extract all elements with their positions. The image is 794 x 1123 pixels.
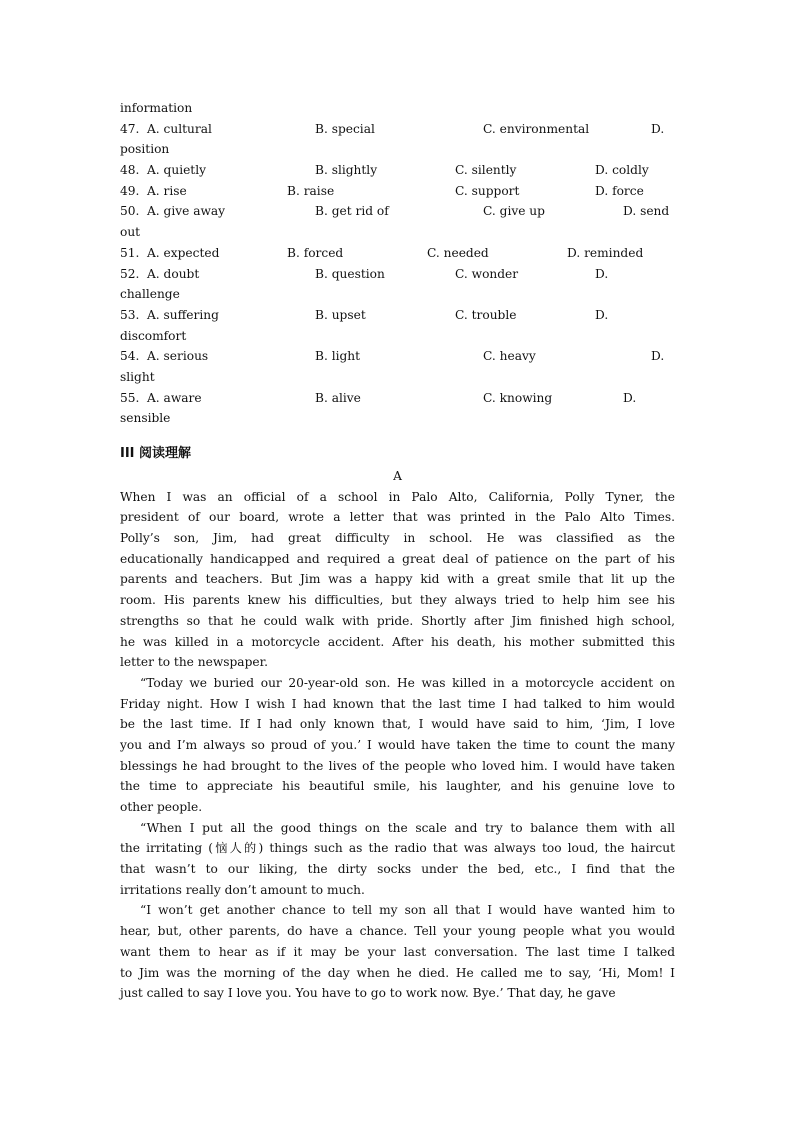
option-d: D. bbox=[623, 390, 637, 405]
option-d-wrap: slight bbox=[120, 369, 155, 384]
option-d-wrap: challenge bbox=[120, 287, 180, 302]
option-c: C. trouble bbox=[455, 307, 517, 322]
option-b: B. get rid of bbox=[315, 204, 389, 219]
question-number: 55. bbox=[120, 390, 140, 405]
passage-body bbox=[120, 487, 675, 1004]
option-d: D. reminded bbox=[567, 245, 644, 260]
option-a: A. expected bbox=[147, 245, 220, 260]
question-row bbox=[120, 305, 675, 326]
paragraph-line: other people. bbox=[120, 800, 203, 814]
option-a: A. rise bbox=[147, 183, 187, 198]
question-row bbox=[120, 346, 675, 367]
question-row bbox=[120, 201, 675, 222]
paragraph-line: be the last time. If I had only known that, I would have said to him, ‘Jim, I love bbox=[120, 717, 675, 732]
document-content bbox=[120, 98, 675, 1004]
option-c: C. heavy bbox=[483, 349, 536, 364]
question-number: 50. bbox=[120, 204, 140, 219]
option-c: C. silently bbox=[455, 163, 517, 178]
paragraph-line: Polly’s son, Jim, had great difficulty in school. He was classified as the bbox=[120, 531, 675, 546]
question-number: 49. bbox=[120, 183, 140, 198]
question-row bbox=[120, 119, 675, 140]
question-number: 48. bbox=[120, 163, 140, 178]
question-row bbox=[120, 160, 675, 181]
option-d: D. send bbox=[623, 204, 670, 219]
option-b: B. upset bbox=[315, 307, 366, 322]
paragraph-line: room. His parents knew his difficulties, but they always tried to help him see his bbox=[120, 593, 675, 608]
option-c: C. knowing bbox=[483, 390, 553, 405]
option-d: D. bbox=[651, 349, 665, 364]
question-number: 51. bbox=[120, 245, 140, 260]
paragraph-line: parents and teachers. But Jim was a happy kid with a great smile that lit up the bbox=[120, 572, 675, 587]
paragraph-line: the irritating (恼人的) things such as the radio that was always too loud, the haircut bbox=[120, 841, 675, 856]
option-b: B. special bbox=[315, 121, 375, 136]
question-row bbox=[120, 388, 675, 409]
option-d: D. bbox=[651, 121, 665, 136]
option-a: A. aware bbox=[147, 390, 202, 405]
option-a: A. serious bbox=[147, 349, 209, 364]
question-row bbox=[120, 243, 675, 264]
option-b: B. raise bbox=[287, 183, 335, 198]
paragraph-line: want them to hear as if it may be your last conversation. The last time I talked bbox=[120, 944, 675, 959]
question-number: 52. bbox=[120, 266, 140, 281]
option-c: C. environmental bbox=[483, 121, 590, 136]
paragraph bbox=[120, 900, 675, 1003]
paragraph-line: irritations really don’t amount to much. bbox=[120, 882, 365, 897]
question-number: 54. bbox=[120, 349, 140, 364]
paragraph-line: When I was an official of a school in Palo Alto, California, Polly Tyner, the bbox=[120, 489, 675, 504]
section-title: III 阅读理解 bbox=[120, 446, 192, 461]
paragraph bbox=[120, 818, 675, 901]
question-row bbox=[120, 181, 675, 202]
paragraph-line: educationally handicapped and required a great deal of patience on the part of his bbox=[120, 551, 675, 566]
option-c: C. wonder bbox=[455, 266, 519, 281]
paragraph-line: to Jim was the morning of the day when he died. He called me to say, ‘Hi, Mom! I bbox=[120, 965, 675, 980]
paragraph-line: hear, but, other parents, do have a chance. Tell your young people what you would bbox=[120, 924, 675, 939]
paragraph-line: just called to say I love you. You have to go to work now. Bye.’ That day, he gave bbox=[120, 986, 616, 1001]
option-b: B. slightly bbox=[315, 163, 378, 178]
paragraph-line: president of our board, wrote a letter that was printed in the Palo Alto Times. bbox=[120, 510, 675, 525]
passage-label: A bbox=[393, 469, 402, 483]
option-d: D. bbox=[595, 307, 609, 322]
paragraph bbox=[120, 673, 675, 818]
paragraph-line: you and I’m always so proud of you.’ I would have taken the time to count the many bbox=[120, 737, 675, 752]
option-d-wrap: discomfort bbox=[120, 328, 187, 343]
option-b: B. forced bbox=[287, 245, 344, 260]
option-a: A. quietly bbox=[147, 163, 206, 178]
paragraph-line: he was killed in a motorcycle accident. After his death, his mother submitted this bbox=[120, 634, 675, 649]
paragraph-line: that wasn’t to our liking, the dirty socks under the bed, etc., I find that the bbox=[120, 862, 675, 877]
option-d-wrap: out bbox=[120, 225, 141, 240]
question-number: 53. bbox=[120, 307, 140, 322]
option-d: D. bbox=[595, 266, 609, 281]
paragraph bbox=[120, 487, 675, 673]
paragraph-line: strengths so that he could walk with pride. Shortly after Jim finished high school, bbox=[120, 613, 675, 628]
question-list bbox=[120, 119, 675, 429]
question-row bbox=[120, 264, 675, 285]
option-c: C. support bbox=[455, 183, 520, 198]
option-a: A. cultural bbox=[147, 121, 212, 136]
option-a: A. suffering bbox=[147, 307, 219, 322]
option-c: C. needed bbox=[427, 245, 489, 260]
paragraph-line: Friday night. How I wish I had known that the last time I had talked to him would bbox=[120, 696, 675, 711]
question-number: 47. bbox=[120, 121, 140, 136]
paragraph-line: “When I put all the good things on the scale and try to balance them with all bbox=[140, 820, 675, 835]
option-a: A. give away bbox=[147, 204, 226, 219]
top-fragment: information bbox=[120, 101, 193, 115]
option-a: A. doubt bbox=[147, 266, 200, 281]
option-d: D. coldly bbox=[595, 163, 649, 178]
option-b: B. light bbox=[315, 349, 361, 364]
option-d-wrap: sensible bbox=[120, 411, 171, 426]
option-d-wrap: position bbox=[120, 142, 170, 157]
paragraph-line: the time to appreciate his beautiful smile, his laughter, and his genuine love to bbox=[120, 779, 675, 794]
paragraph-line: “Today we buried our 20-year-old son. He was killed in a motorcycle accident on bbox=[140, 675, 675, 690]
option-b: B. alive bbox=[315, 390, 361, 405]
paragraph-line: letter to the newspaper. bbox=[120, 655, 268, 670]
option-c: C. give up bbox=[483, 204, 545, 219]
paragraph-line: blessings he had brought to the lives of the people who loved him. I would have taken bbox=[120, 758, 675, 773]
option-d: D. force bbox=[595, 183, 644, 198]
paragraph-line: “I won’t get another chance to tell my son all that I would have wanted him to bbox=[140, 903, 675, 918]
option-b: B. question bbox=[315, 266, 385, 281]
